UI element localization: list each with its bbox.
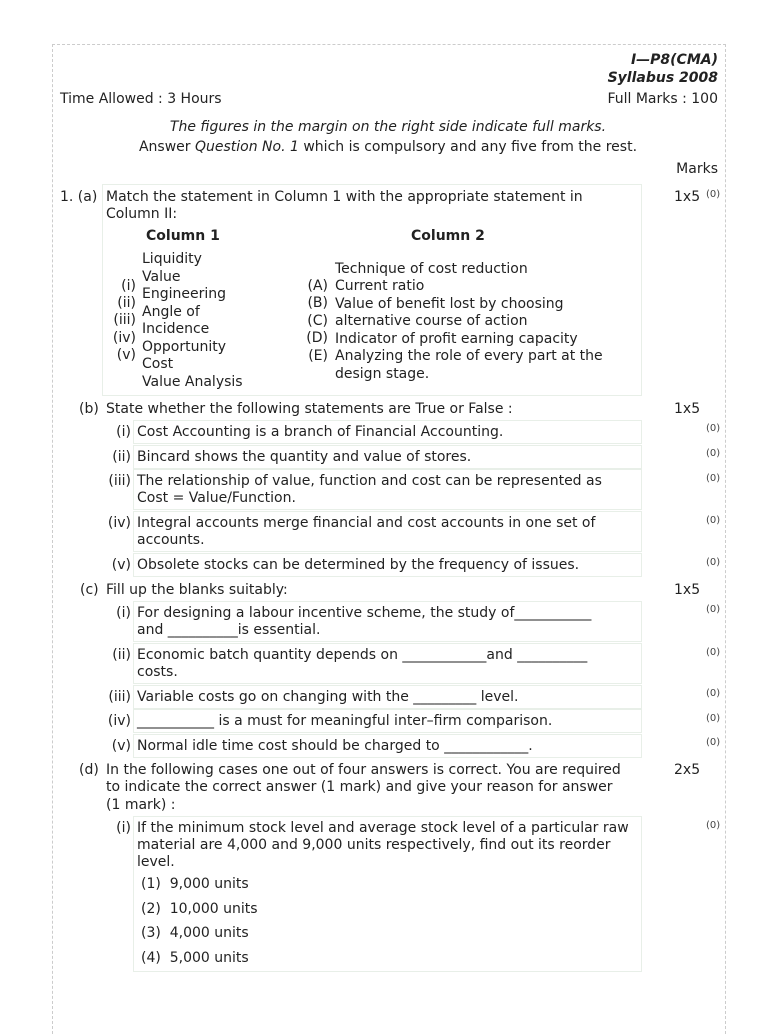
item-text: Economic batch quantity depends on ____________and __________ xyxy=(137,647,588,663)
col2-item: Technique of cost reduction xyxy=(335,261,528,277)
col2-item: alternative course of action xyxy=(335,313,528,329)
item-score: (0) xyxy=(706,713,721,724)
item-text: Cost Accounting is a branch of Financial Accounting. xyxy=(137,424,504,440)
instruction-prefix: Answer xyxy=(138,139,195,155)
item-numeral: (iii) xyxy=(108,473,131,489)
question-1d-text: to indicate the correct answer (1 mark) and give your reason for answer xyxy=(106,779,613,795)
item-text: For designing a labour incentive scheme, the study of___________ xyxy=(137,605,592,621)
col2-letter: (B) xyxy=(307,295,328,311)
question-1d-text: In the following cases one out of four answers is correct. You are required xyxy=(106,762,621,778)
col1-item: Opportunity xyxy=(142,339,227,355)
col2-item: Value of benefit lost by choosing xyxy=(335,296,564,312)
col1-item: Value Analysis xyxy=(142,374,243,390)
item-text: costs. xyxy=(137,664,178,680)
answer-option: (4) 5,000 units xyxy=(141,950,249,966)
question-1d-text: (1 mark) : xyxy=(106,797,176,813)
item-numeral: (v) xyxy=(111,738,131,754)
column-2-heading: Column 2 xyxy=(411,228,485,244)
item-text: Obsolete stocks can be determined by the frequency of issues. xyxy=(137,557,580,573)
item-score: (0) xyxy=(706,423,721,434)
item-text: Cost = Value/Function. xyxy=(137,490,296,506)
col2-item: Analyzing the role of every part at the xyxy=(335,348,603,364)
col2-letter: (E) xyxy=(308,348,328,364)
question-1a-marks: 1x5 xyxy=(674,189,701,205)
item-score: (0) xyxy=(706,515,721,526)
item-numeral: (iv) xyxy=(107,515,131,531)
col2-item: Current ratio xyxy=(335,278,425,294)
item-text: Bincard shows the quantity and value of stores. xyxy=(137,449,472,465)
col2-letter: (A) xyxy=(307,278,328,294)
item-text: Normal idle time cost should be charged to ____________. xyxy=(137,738,533,754)
item-score: (0) xyxy=(706,448,721,459)
item-numeral: (iv) xyxy=(107,713,131,729)
answer-option: (1) 9,000 units xyxy=(141,876,249,892)
col1-item: Cost xyxy=(142,356,174,372)
answer-option: (2) 10,000 units xyxy=(141,901,258,917)
item-text: If the minimum stock level and average stock level of a particular raw xyxy=(137,820,629,836)
col1-numeral: (v) xyxy=(116,347,136,363)
item-numeral: (iii) xyxy=(108,689,131,705)
question-1b-label: (b) xyxy=(79,401,99,417)
item-score: (0) xyxy=(706,647,721,658)
col2-item: design stage. xyxy=(335,366,430,382)
item-text: The relationship of value, function and cost can be represented as xyxy=(137,473,602,489)
question-number: 1. (a) xyxy=(60,189,98,205)
question-1c-text: Fill up the blanks suitably: xyxy=(106,582,288,598)
question-1a-text: Match the statement in Column 1 with the appropriate statement in Column II: xyxy=(106,189,583,222)
instruction-suffix: which is compulsory and any five from the rest. xyxy=(298,139,638,155)
item-numeral: (ii) xyxy=(112,449,131,465)
col1-numeral: (iii) xyxy=(113,312,136,328)
instruction-line-1: The figures in the margin on the right side indicate full marks. xyxy=(169,119,607,135)
time-allowed: Time Allowed : 3 Hours xyxy=(60,91,222,107)
item-text: Variable costs go on changing with the _________ level. xyxy=(137,689,519,705)
col1-item: Angle of xyxy=(142,304,200,320)
question-1b-marks: 1x5 xyxy=(674,401,701,417)
col1-numeral: (ii) xyxy=(117,295,136,311)
question-1d-marks: 2x5 xyxy=(674,762,701,778)
col1-item: Value xyxy=(142,269,181,285)
item-text: material are 4,000 and 9,000 units respectively, find out its reorder xyxy=(137,837,611,853)
instruction-question: Question No. 1 xyxy=(194,139,299,155)
item-numeral: (i) xyxy=(116,424,131,440)
item-numeral: (v) xyxy=(111,557,131,573)
column-1-heading: Column 1 xyxy=(146,228,220,244)
item-text: level. xyxy=(137,854,175,870)
item-score: (0) xyxy=(706,557,721,568)
item-text: Integral accounts merge financial and cost accounts in one set of xyxy=(137,515,596,531)
marks-heading: Marks xyxy=(676,161,718,177)
item-score: (0) xyxy=(706,737,721,748)
col1-item: Incidence xyxy=(142,321,210,337)
item-score: (0) xyxy=(706,473,721,484)
item-score: (0) xyxy=(706,688,721,699)
item-score: (0) xyxy=(706,820,721,831)
syllabus-label: Syllabus 2008 xyxy=(607,70,718,86)
question-1d-label: (d) xyxy=(79,762,99,778)
col1-numeral: (iv) xyxy=(112,330,136,346)
col2-item: Indicator of profit earning capacity xyxy=(335,331,578,347)
item-text: accounts. xyxy=(137,532,205,548)
answer-option: (3) 4,000 units xyxy=(141,925,249,941)
question-1c-marks: 1x5 xyxy=(674,582,701,598)
question-1a-score: (0) xyxy=(706,189,721,200)
full-marks: Full Marks : 100 xyxy=(607,91,718,107)
question-1b-text: State whether the following statements are True or False : xyxy=(106,401,513,417)
col1-item: Liquidity xyxy=(142,251,202,267)
col1-numeral: (i) xyxy=(121,278,136,294)
paper-code: I—P8(CMA) xyxy=(630,52,718,68)
item-numeral: (ii) xyxy=(112,647,131,663)
item-score: (0) xyxy=(706,604,721,615)
item-text: and __________is essential. xyxy=(137,622,321,638)
item-numeral: (i) xyxy=(116,820,131,836)
item-text: ___________ is a must for meaningful inter–firm comparison. xyxy=(137,713,553,729)
col2-letter: (C) xyxy=(307,313,328,329)
instruction-line-2 xyxy=(0,139,768,156)
item-numeral: (i) xyxy=(116,605,131,621)
col2-letter: (D) xyxy=(306,330,328,346)
col1-item: Engineering xyxy=(142,286,226,302)
question-1c-label: (c) xyxy=(80,582,99,598)
